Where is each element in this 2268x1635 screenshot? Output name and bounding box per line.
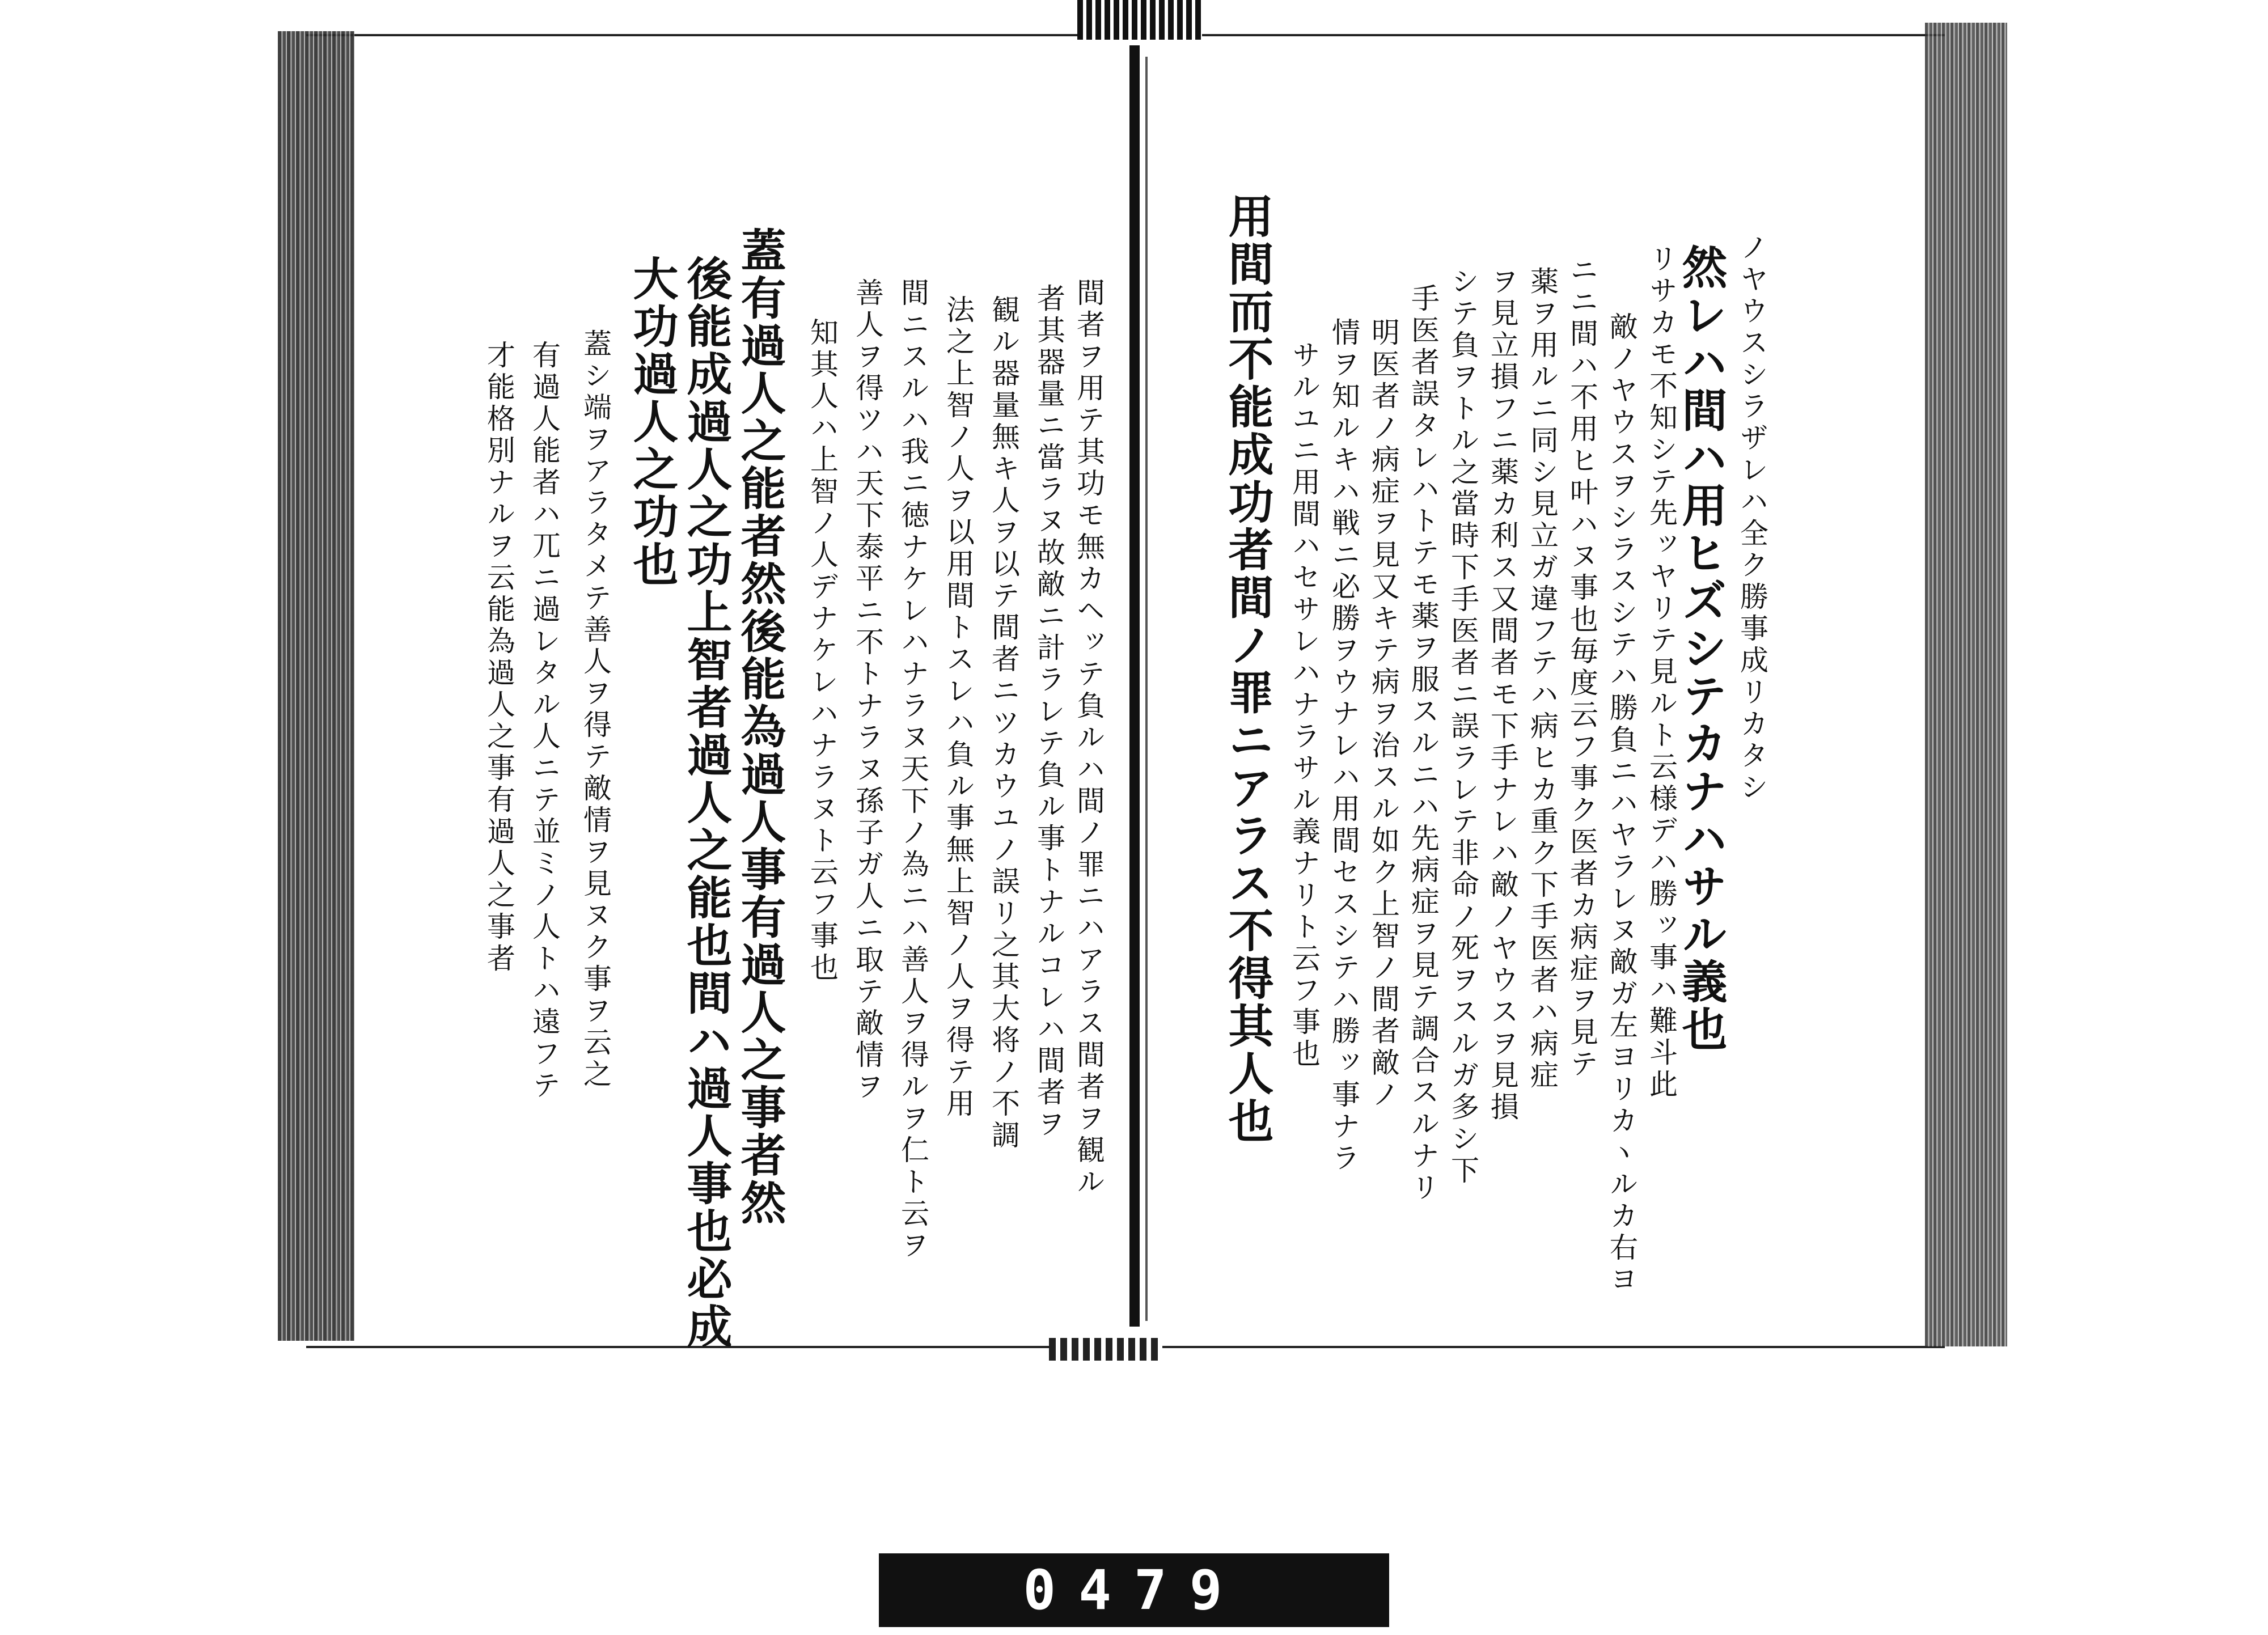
right-page-column: ニニ間ハ不用ヒ叶ハヌ事也毎度云フ事ク医者カ病症ヲ見テ <box>1565 255 1598 1081</box>
right-page-column: 然レハ間ハ用ヒズシテカナハサル義也 <box>1674 244 1728 1053</box>
right-page-column: 手医者誤タレハトテモ薬ヲ服スルニハ先病症ヲ見テ調合スルナリ <box>1407 283 1440 1204</box>
right-page-column: サルユニ用間ハセサレハナラサル義ナリト云フ事也 <box>1288 340 1321 1070</box>
right-page-column: 情ヲ知ルキハ戦ニ必勝ヲウナレハ用間セスシテハ勝ッ事ナラ <box>1327 317 1360 1175</box>
left-page-column: 蓋有過人之能者然後能為過人事有過人之事者然 <box>733 227 786 1227</box>
left-page-column: 間者ヲ用テ其功モ無カヘッテ負ルハ間ノ罪ニハアラス間者ヲ観ル <box>1072 278 1105 1198</box>
left-page-column: 間ニスルハ我ニ徳ナケレハナラヌ天下ノ為ニハ善人ヲ得ルヲ仁ト云ヲ <box>896 278 929 1262</box>
left-page-column: 後能成過人之功上智者過人之能也間ハ過人事也必成 <box>679 255 733 1350</box>
left-page-column: 者其器量ニ當ラヌ故敵ニ計ラレテ負ル事トナルコレハ間者ヲ <box>1033 283 1065 1141</box>
right-page-column: 敵ノヤウスヲシラスシテハ勝負ニハヤラレヌ敵ガ左ヨリカヽルカ右ヨ <box>1605 312 1638 1296</box>
right-page-column: リサカモ不知シテ先ッヤリテ見ルト云様デハ勝ッ事ハ難斗此 <box>1645 244 1678 1101</box>
right-page-column: シテ負ヲトル之當時下手医者ニ誤ラレテ非命ノ死ヲスルガ多シ下 <box>1446 266 1479 1187</box>
right-page-column: 明医者ノ病症ヲ見又キテ病ヲ治スル如ク上智ノ間者敵ノ <box>1367 317 1400 1111</box>
binding-clip-top <box>1077 0 1202 40</box>
left-page-column: 知其人ハ上智ノ人デナケレハナラヌト云フ事也 <box>806 317 839 984</box>
left-page-column: 蓋シ端ヲアラタメテ善人ヲ得テ敵情ヲ見ヌク事ヲ云之 <box>579 329 612 1091</box>
right-page-column: 薬ヲ用ルニ同シ見立ガ違フテハ病ヒカ重ク下手医者ハ病症 <box>1526 266 1559 1092</box>
left-page-column: 才能格別ナルヲ云能為過人之事有過人之事者 <box>483 340 515 975</box>
binding-clip-bottom <box>1049 1338 1162 1361</box>
right-page-column: ヲ見立損フニ薬カ利ス又間者モ下手ナレハ敵ノヤウスヲ見損 <box>1486 266 1519 1124</box>
left-page-column: 善人ヲ得ツハ天下泰平ニ不トナラヌ孫子ガ人ニ取テ敵情ヲ <box>851 278 884 1103</box>
left-page-column: 有過人能者ハ兀ニ過レタル人ニテ並ミノ人トハ遠フテ <box>528 340 561 1102</box>
left-page-edge <box>278 31 354 1341</box>
left-page-column: 法之上智ノ人ヲ以用間トスレハ負ル事無上智ノ人ヲ得テ用 <box>942 295 975 1120</box>
stamp-number: 0479 <box>1023 1558 1245 1622</box>
book-gutter <box>1129 45 1140 1327</box>
page-number-stamp <box>879 1553 1389 1627</box>
right-page-column: 用間而不能成功者間ノ罪ニアラス不得其人也 <box>1221 193 1274 1145</box>
right-page-column: ノヤウスシラザレハ全ク勝事成リカタシ <box>1736 232 1768 804</box>
left-page-column: 大功過人之功也 <box>625 255 679 588</box>
right-page-edge <box>1925 23 2007 1346</box>
left-page-column: 観ル器量無キ人ヲ以テ間者ニツカウユノ誤リ之其大将ノ不調 <box>987 295 1020 1152</box>
book-gutter-shadow <box>1145 57 1148 1321</box>
